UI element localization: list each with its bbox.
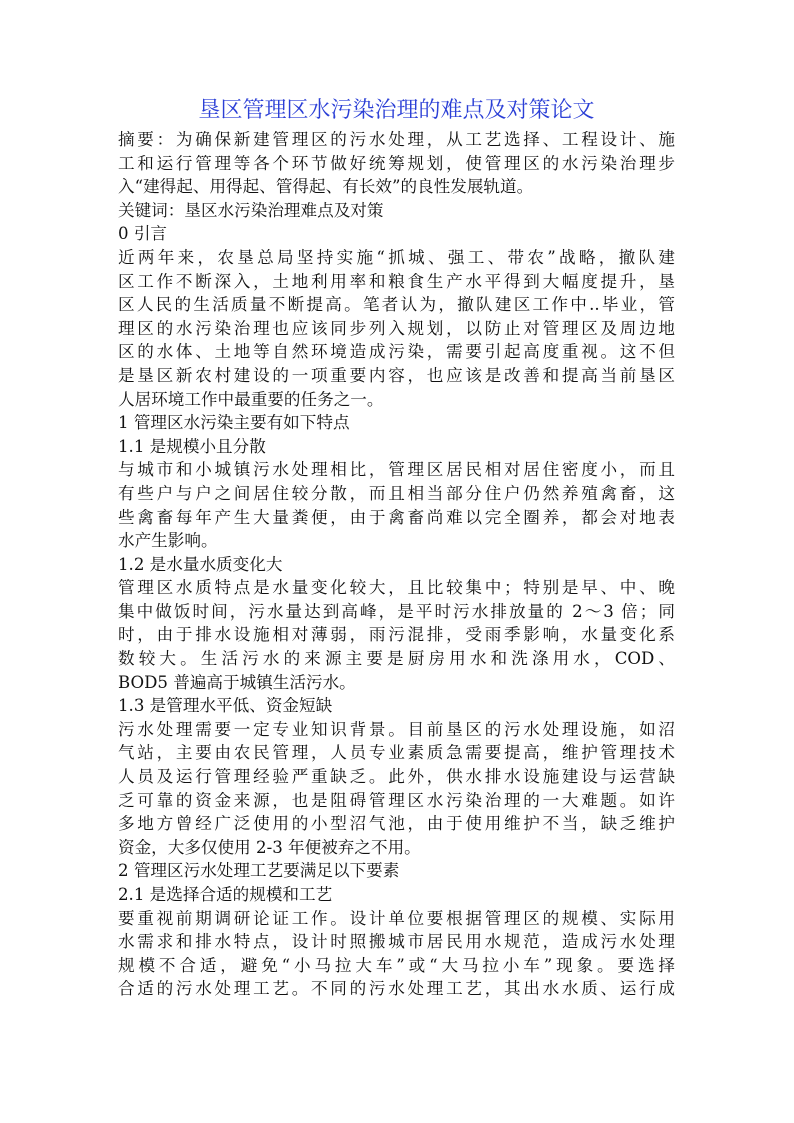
paragraph-1-2-line: 数较大。生活污水的来源主要是厨房用水和洗涤用水，COD、: [118, 649, 675, 669]
paragraph-2-1-line: 合适的污水处理工艺。不同的污水处理工艺，其出水水质、运行成: [118, 979, 675, 999]
document-page: [118, 96, 675, 1001]
abstract: [118, 128, 675, 199]
paragraph-1-3-line: 人员及运行管理经验严重缺乏。此外，供水排水设施建设与运营缺: [118, 767, 675, 787]
heading-2-1: [118, 883, 675, 907]
paragraph-2-1-line: 水需求和排水特点，设计时照搬城市居民用水规范，造成污水处理: [118, 932, 675, 952]
paragraph-2-1-line: 要重视前期调研论证工作。设计单位要根据管理区的规模、实际用: [118, 908, 675, 928]
heading-1-1-line: 1.1 是规模小且分散: [118, 436, 266, 456]
paragraph-1-1-line: 与城市和小城镇污水处理相比，管理区居民相对居住密度小，而且: [118, 460, 675, 480]
intro-paragraph-line: 近两年来，农垦总局坚持实施“抓城、强工、带农”战略，撤队建: [118, 247, 675, 267]
paragraph-1-3-line: 污水处理需要一定专业知识背景。目前垦区的污水处理设施，如沼: [118, 719, 675, 739]
paragraph-1-3-line: 气站，主要由农民管理，人员专业素质急需要提高，维护管理技术: [118, 743, 675, 763]
paragraph-1-2-line: 时，由于排水设施相对薄弱，雨污混排，受雨季影响，水量变化系: [118, 625, 675, 645]
heading-1: [118, 411, 675, 435]
heading-0: [118, 222, 675, 246]
paragraph-1-1: [118, 458, 675, 552]
paragraph-1-2-line: BOD5 普遍高于城镇生活污水。: [118, 672, 356, 692]
intro-paragraph-line: 区人民的生活质量不断提高。笔者认为，撤队建区工作中..毕业，管: [118, 295, 675, 315]
abstract-line: 工和运行管理等各个环节做好统筹规划，使管理区的水污染治理步: [118, 153, 675, 173]
paragraph-1-3: [118, 718, 675, 860]
heading-1-2: [118, 553, 675, 577]
paragraph-2-1-line: 规模不合适，避免“小马拉大车”或“大马拉小车”现象。要选择: [118, 955, 675, 975]
paragraph-1-2: [118, 576, 675, 694]
heading-1-line: 1 管理区水污染主要有如下特点: [118, 413, 350, 433]
paragraph-2-1: [118, 907, 675, 1001]
intro-paragraph-line: 区工作不断深入，土地利用率和粮食生产水平得到大幅度提升，垦: [118, 271, 675, 291]
paragraph-1-1-line: 有些户与户之间居住较分散，而且相当部分住户仍然养殖禽畜，这: [118, 483, 675, 503]
intro-paragraph-line: 是垦区新农村建设的一项重要内容，也应该是改善和提高当前垦区: [118, 365, 675, 385]
paragraph-1-2-line: 管理区水质特点是水量变化较大，且比较集中；特别是早、中、晚: [118, 578, 675, 598]
intro-paragraph-line: 区的水体、土地等自然环境造成污染，需要引起高度重视。这不但: [118, 342, 675, 362]
heading-1-2-line: 1.2 是水量水质变化大: [118, 554, 283, 574]
paragraph-1-3-line: 多地方曾经广泛使用的小型沼气池，由于使用维护不当，缺乏维护: [118, 814, 675, 834]
paragraph-1-3-line: 资金，大多仅使用 2-3 年便被弃之不用。: [118, 837, 421, 857]
keywords-line: 关键词：垦区水污染治理难点及对策: [118, 200, 384, 220]
paragraph-1-2-line: 集中做饭时间，污水量达到高峰，是平时污水排放量的 2～3 倍；同: [118, 601, 675, 621]
keywords: [118, 199, 675, 223]
heading-2-line: 2 管理区污水处理工艺要满足以下要素: [118, 861, 400, 881]
abstract-line: 入“建得起、用得起、管得起、有长效”的良性发展轨道。: [118, 177, 534, 197]
heading-1-3-line: 1.3 是管理水平低、资金短缺: [118, 696, 333, 716]
heading-0-line: 0 引言: [118, 224, 168, 244]
abstract-line: 摘要：为确保新建管理区的污水处理，从工艺选择、工程设计、施: [118, 130, 675, 149]
heading-1-3: [118, 694, 675, 718]
paragraph-1-1-line: 水产生影响。: [118, 531, 218, 551]
intro-paragraph: [118, 246, 675, 411]
heading-2: [118, 859, 675, 883]
heading-1-1: [118, 435, 675, 459]
document-body: [118, 128, 675, 1001]
heading-2-1-line: 2.1 是选择合适的规模和工艺: [118, 885, 333, 904]
paragraph-1-1-line: 些禽畜每年产生大量粪便，由于禽畜尚难以完全圈养，都会对地表: [118, 507, 675, 527]
intro-paragraph-line: 理区的水污染治理也应该同步列入规划，以防止对管理区及周边地: [118, 318, 675, 338]
intro-paragraph-line: 人居环境工作中最重要的任务之一。: [118, 389, 384, 409]
paragraph-1-3-line: 乏可靠的资金来源，也是阻碍管理区水污染治理的一大难题。如许: [118, 790, 675, 810]
document-title: 垦区管理区水污染治理的难点及对策论文: [198, 98, 595, 123]
